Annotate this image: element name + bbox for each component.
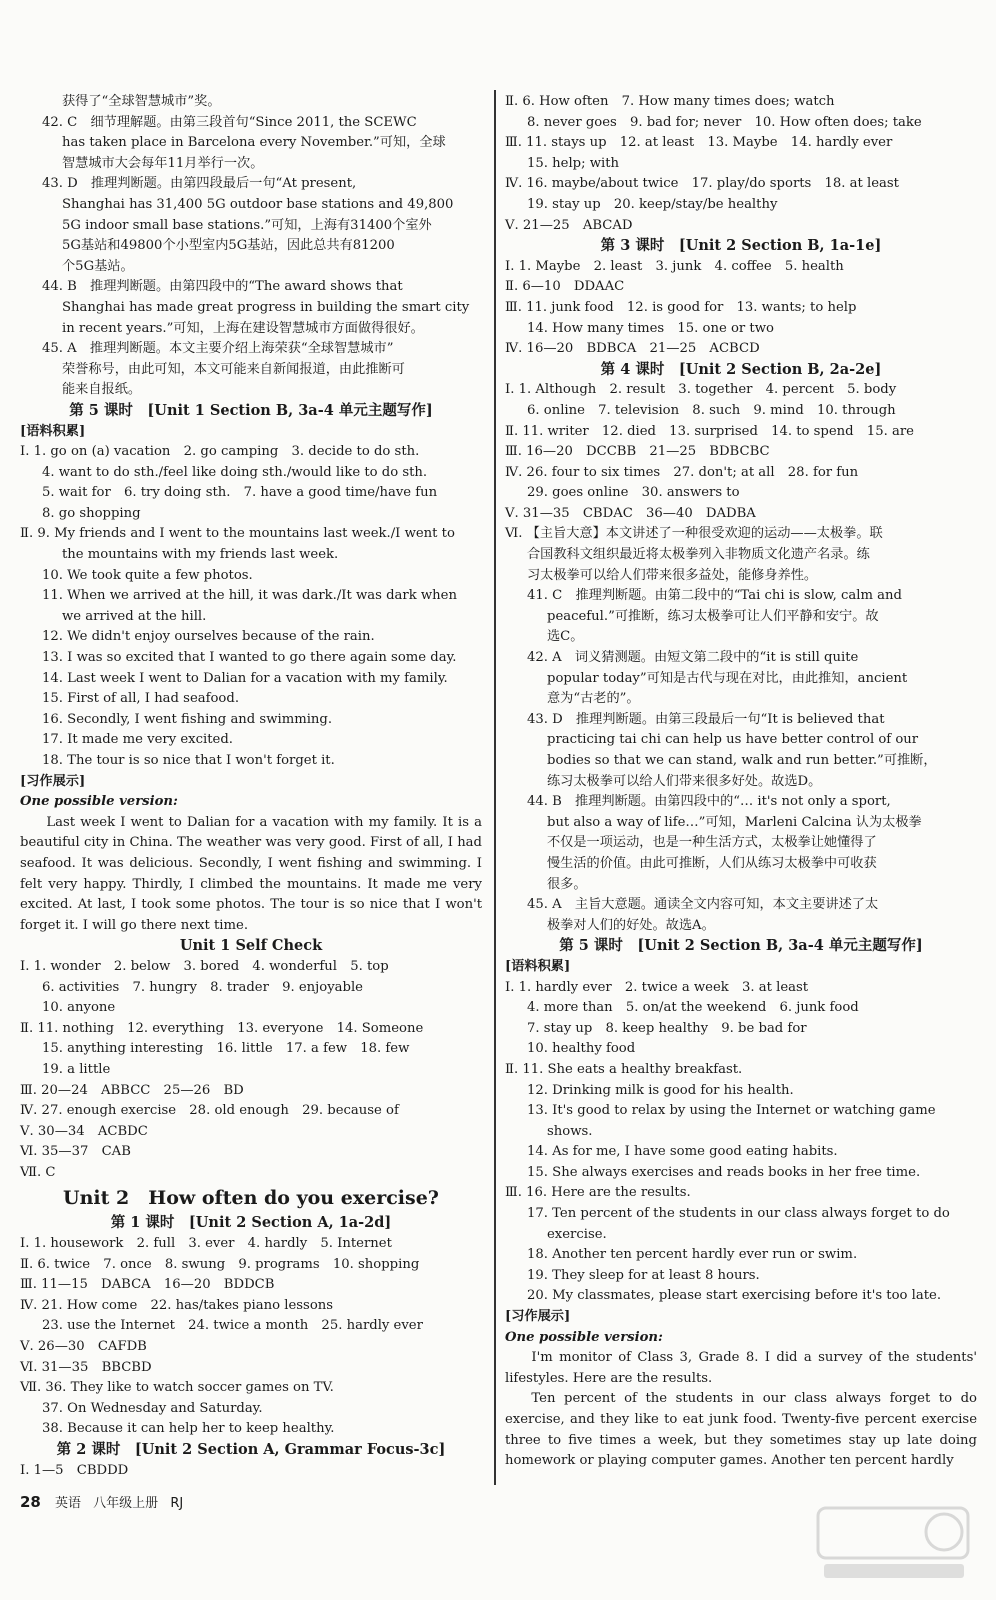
answer-line: 14. How many times 15. one or two bbox=[527, 320, 774, 336]
watermark-logo-icon bbox=[814, 1504, 974, 1584]
answer-line: 42. A 词义猜测题。由短文第二段中的“it is still quite bbox=[527, 650, 859, 666]
answer-line: 12. Drinking milk is good for his health. bbox=[527, 1082, 794, 1098]
answer-line: 合国教科文组织最近将太极拳列入非物质文化遗产名录。练 bbox=[527, 547, 870, 563]
answer-line: Ⅰ. 1. hardly ever 2. twice a week 3. at least bbox=[505, 979, 809, 995]
answer-line: 第 3 课时 [Unit 2 Section B, 1a-1e] bbox=[600, 237, 882, 255]
answer-line: 不仅是一项运动，也是一种生活方式，太极拳让她懂得了 bbox=[547, 835, 877, 851]
answer-line: Ⅲ. 11—15 DABCA 16—20 BDDCB bbox=[20, 1277, 275, 1293]
left-answer-lines bbox=[20, 92, 482, 813]
answer-line: has taken place in Barcelona every November.”可知，全球 bbox=[62, 135, 446, 151]
answer-line: Ⅳ. 16—20 BDBCA 21—25 ACBCD bbox=[505, 341, 760, 357]
answer-line: 15. help; with bbox=[527, 155, 620, 171]
answer-line: Ⅱ. 11. writer 12. died 13. surprised 14. to spend 15. are bbox=[505, 423, 914, 439]
answer-line: Ⅰ. 1. housework 2. full 3. ever 4. hardly 5. Internet bbox=[20, 1236, 392, 1252]
answer-line: 19. They sleep for at least 8 hours. bbox=[527, 1267, 760, 1283]
unit2-title: Unit 2 How often do you exercise? bbox=[63, 1187, 439, 1210]
answer-line: Ⅱ. 6. How often 7. How many times does; watch bbox=[505, 94, 835, 109]
answer-line: we arrived at the hill. bbox=[62, 608, 207, 624]
answer-line: 4. more than 5. on/at the weekend 6. junk food bbox=[527, 1000, 859, 1016]
answer-line: Shanghai has made great progress in building the smart city bbox=[62, 299, 470, 315]
answer-line: 23. use the Internet 24. twice a month 25. hardly ever bbox=[42, 1318, 423, 1334]
page-footer bbox=[20, 1492, 191, 1511]
answer-line: Ⅴ. 31—35 CBDAC 36—40 DADBA bbox=[505, 505, 756, 521]
answer-line: 41. C 推理判断题。由第二段中的“Tai chi is slow, calm and bbox=[527, 588, 902, 604]
answer-line: One possible version: bbox=[20, 794, 178, 810]
answer-line: 10. anyone bbox=[42, 1000, 116, 1016]
answer-line: 习太极拳可以给人们带来很多益处，能修身养性。 bbox=[527, 567, 818, 583]
answer-line: 42. C 细节理解题。由第三段首句“Since 2011, the SCEWC bbox=[42, 114, 417, 130]
answer-line: 4. want to do sth./feel like doing sth./would like to do sth. bbox=[42, 464, 428, 480]
answer-line: Ⅶ. 36. They like to watch soccer games on TV. bbox=[20, 1380, 334, 1396]
answer-line: 17. Ten percent of the students in our class always forget to do bbox=[527, 1206, 950, 1222]
answer-line: 第 2 课时 [Unit 2 Section A, Grammar Focus-3c] bbox=[56, 1441, 446, 1458]
answer-line: 19. stay up 20. keep/stay/be healthy bbox=[527, 196, 778, 212]
answer-line: Ⅳ. 27. enough exercise 28. old enough 29. because of bbox=[20, 1103, 399, 1119]
answer-line: [习作展示] bbox=[505, 1309, 571, 1325]
answer-line: Ⅰ. 1. Maybe 2. least 3. junk 4. coffee 5. health bbox=[505, 258, 844, 274]
answer-line: 个5G基站。 bbox=[62, 258, 134, 274]
answer-line: Shanghai has 31,400 5G outdoor base stations and 49,800 bbox=[62, 196, 454, 212]
answer-line: 43. D 推理判断题。由第三段最后一句“It is believed that bbox=[527, 711, 885, 727]
answer-line: 18. Another ten percent hardly ever run or swim. bbox=[527, 1247, 858, 1263]
answer-line: 6. activities 7. hungry 8. trader 9. enjoyable bbox=[42, 979, 363, 995]
answer-line: 14. Last week I went to Dalian for a vacation with my family. bbox=[42, 670, 448, 686]
footer-grade: 八年级上册 bbox=[93, 1496, 159, 1511]
answer-line: bodies so that we can stand, walk and run better.”可推断， bbox=[547, 753, 937, 768]
answer-line: 37. On Wednesday and Saturday. bbox=[42, 1400, 263, 1416]
answer-line: 练习太极拳可以给人们带来很多好处。故选D。 bbox=[547, 773, 822, 789]
answer-line: 43. D 推理判断题。由第四段最后一句“At present, bbox=[42, 176, 357, 192]
answer-line: the mountains with my friends last week. bbox=[62, 547, 339, 563]
answer-line: Ⅵ. 【主旨大意】本文讲述了一种很受欢迎的运动——太极拳。联 bbox=[505, 526, 883, 542]
answer-line: 45. A 主旨大意题。通读全文内容可知，本文主要讲述了太 bbox=[527, 897, 879, 913]
right-sample-essay-p1: I'm monitor of Class 3, Grade 8. I did a survey of the students' lifestyles. Here are the results. bbox=[505, 1350, 977, 1386]
answer-line: Ⅲ. 16. Here are the results. bbox=[505, 1185, 691, 1201]
answer-line: 8. never goes 9. bad for; never 10. How often does; take bbox=[527, 114, 922, 130]
left-sample-essay: Last week I went to Dalian for a vacation with my family. It is a beautiful city in China. The weather was very good. First of all, I had seafood. It was delicious. Secondly, I went fishing and swimming. I felt very happy. Thirdly, I climbed the mountains. It made me very excited. At last, I took some photos. The tour is so nice that I won't forget it. I will go there next time. bbox=[20, 814, 482, 933]
answer-line: Ⅵ. 35—37 CAB bbox=[20, 1144, 131, 1160]
answer-line: 13. It's good to relax by using the Internet or watching game bbox=[527, 1103, 936, 1119]
answer-line: Ⅳ. 21. How come 22. has/takes piano lessons bbox=[20, 1297, 334, 1313]
answer-line: Ⅱ. 6—10 DDAAC bbox=[505, 279, 625, 295]
answer-line: Ⅰ. 1—5 CBDDD bbox=[20, 1462, 129, 1478]
answer-line: 5G基站和49800个小型室内5G基站，因此总共有81200 bbox=[62, 238, 395, 254]
unit1-self-check bbox=[20, 936, 482, 1183]
answer-line: 意为“古老的”。 bbox=[547, 691, 640, 707]
answer-line: Ⅳ. 26. four to six times 27. don't; at all 28. for fun bbox=[505, 464, 859, 480]
answer-line: 44. B 推理判断题。由第四段中的“The award shows that bbox=[42, 279, 403, 295]
left-column bbox=[20, 92, 482, 1481]
answer-line: Ⅰ. 1. wonder 2. below 3. bored 4. wonderful 5. top bbox=[20, 958, 389, 974]
answer-line: 19. a little bbox=[42, 1061, 111, 1077]
answer-line: 第 4 课时 [Unit 2 Section B, 2a-2e] bbox=[600, 360, 882, 378]
answer-line: 11. When we arrived at the hill, it was dark./It was dark when bbox=[42, 588, 457, 604]
answer-line: Ⅲ. 11. stays up 12. at least 13. Maybe 14. hardly ever bbox=[505, 135, 893, 151]
answer-line: exercise. bbox=[547, 1226, 607, 1242]
answer-line: 5G indoor small base stations.”可知，上海有31400个室外 bbox=[62, 217, 432, 233]
answer-line: 45. A 推理判断题。本文主要介绍上海荣获“全球智慧城市” bbox=[42, 341, 394, 357]
page-number: 28 bbox=[20, 1493, 41, 1511]
answer-line: [习作展示] bbox=[20, 773, 86, 789]
answer-line: Ⅰ. 1. Although 2. result 3. together 4. percent 5. body bbox=[505, 382, 897, 398]
right-column bbox=[505, 92, 977, 1472]
answer-line: Ⅲ. 16—20 DCCBB 21—25 BDBCBC bbox=[505, 444, 770, 460]
answer-line: practicing tai chi can help us have better control of our bbox=[547, 732, 919, 748]
answer-line: 第 5 课时 [Unit 2 Section B, 3a-4 单元主题写作] bbox=[559, 937, 923, 955]
answer-line: 慢生活的价值。由此可推断，人们从练习太极拳中可收获 bbox=[547, 855, 877, 871]
answer-line: Ⅱ. 11. She eats a healthy breakfast. bbox=[505, 1061, 743, 1077]
answer-line: Ⅱ. 9. My friends and I went to the mountains last week./I went to bbox=[20, 526, 455, 542]
answer-line: 13. I was so excited that I wanted to go there again some day. bbox=[42, 650, 457, 666]
answer-line: 荣誉称号，由此可知，本文可能来自新闻报道，由此推断可 bbox=[62, 361, 405, 377]
answer-line: 选C。 bbox=[547, 629, 584, 645]
footer-subject: 英语 bbox=[55, 1496, 82, 1511]
answer-line: shows. bbox=[547, 1123, 593, 1139]
answer-line: 第 5 课时 [Unit 1 Section B, 3a-4 单元主题写作] bbox=[69, 401, 433, 419]
answer-line: but also a way of life…”可知，Marleni Calcina 认为太极拳 bbox=[547, 814, 922, 830]
answer-line: in recent years.”可知，上海在建设智慧城市方面做得很好。 bbox=[62, 320, 424, 336]
answer-line: Ⅵ. 31—35 BBCBD bbox=[20, 1359, 152, 1375]
answer-line: 38. Because it can help her to keep healthy. bbox=[42, 1421, 335, 1437]
answer-line: 很多。 bbox=[547, 876, 587, 892]
answer-line: [语料积累] bbox=[20, 423, 86, 439]
answer-line: 18. The tour is so nice that I won't forget it. bbox=[42, 753, 335, 768]
answer-line: 极拳对人们的好处。故选A。 bbox=[547, 917, 715, 933]
answer-line: Ⅲ. 11. junk food 12. is good for 13. wants; to help bbox=[505, 299, 857, 315]
answer-line: 智慧城市大会每年11月举行一次。 bbox=[62, 155, 264, 171]
answer-line: Ⅱ. 11. nothing 12. everything 13. everyone 14. Someone bbox=[20, 1020, 424, 1036]
answer-line: 获得了“全球智慧城市”奖。 bbox=[62, 94, 221, 109]
answer-line: popular today”可知是古代与现在对比，由此推知，ancient bbox=[547, 670, 908, 686]
answer-line: 44. B 推理判断题。由第四段中的“… it's not only a sport, bbox=[527, 794, 891, 810]
answer-line: 10. We took quite a few photos. bbox=[42, 567, 253, 583]
answer-line: 29. goes online 30. answers to bbox=[527, 485, 740, 501]
right-answer-lines bbox=[505, 92, 977, 1348]
answer-line: [语料积累] bbox=[505, 958, 571, 974]
answer-line: Ⅳ. 16. maybe/about twice 17. play/do sports 18. at least bbox=[505, 176, 899, 192]
answer-line: 12. We didn't enjoy ourselves because of the rain. bbox=[42, 629, 375, 645]
answer-line: 能来自报纸。 bbox=[62, 382, 142, 398]
answer-line: 10. healthy food bbox=[527, 1041, 636, 1057]
answer-line: 第 1 课时 [Unit 2 Section A, 1a-2d] bbox=[110, 1214, 392, 1232]
answer-line: Ⅴ. 30—34 ACBDC bbox=[20, 1123, 148, 1139]
answer-line: Ⅱ. 6. twice 7. once 8. swung 9. programs 10. shopping bbox=[20, 1256, 420, 1272]
footer-edition: RJ bbox=[170, 1496, 184, 1511]
answer-line: Unit 1 Self Check bbox=[179, 937, 323, 955]
answer-line: 17. It made me very excited. bbox=[42, 732, 233, 748]
answer-line: 7. stay up 8. keep healthy 9. be bad for bbox=[527, 1020, 807, 1036]
answer-line: Ⅰ. 1. go on (a) vacation 2. go camping 3. decide to do sth. bbox=[20, 444, 420, 460]
answer-line: 6. online 7. television 8. such 9. mind 10. through bbox=[527, 402, 896, 418]
answer-line: Ⅶ. C bbox=[20, 1164, 56, 1180]
answer-line: 8. go shopping bbox=[42, 505, 141, 521]
answer-line: 20. My classmates, please start exercising before it's too late. bbox=[527, 1288, 942, 1304]
answer-line: 14. As for me, I have some good eating habits. bbox=[527, 1144, 838, 1160]
answer-line: 15. First of all, I had seafood. bbox=[42, 691, 240, 707]
right-sample-essay-p2: Ten percent of the students in our class always forget to do exercise, and they like to eat junk food. Twenty-five percent exercise three to five times a week, but they sometimes stay up late doing homework or playing computer games. Another ten percent hardly bbox=[505, 1391, 977, 1469]
answer-line: 16. Secondly, I went fishing and swimming. bbox=[42, 711, 333, 727]
answer-line: Ⅴ. 26—30 CAFDB bbox=[20, 1339, 147, 1355]
answer-line: 5. wait for 6. try doing sth. 7. have a good time/have fun bbox=[42, 485, 438, 501]
answer-line: One possible version: bbox=[505, 1329, 663, 1345]
answer-line: 15. anything interesting 16. little 17. a few 18. few bbox=[42, 1041, 410, 1057]
answer-line: peaceful.”可推断，练习太极拳可让人们平静和安宁。故 bbox=[547, 608, 879, 624]
column-divider bbox=[494, 90, 496, 1485]
answer-line: 15. She always exercises and reads books in her free time. bbox=[527, 1164, 921, 1180]
answer-line: Ⅲ. 20—24 ABBCC 25—26 BD bbox=[20, 1082, 244, 1098]
answer-line: Ⅴ. 21—25 ABCAD bbox=[505, 217, 633, 233]
unit2-lesson1-lines bbox=[20, 1213, 482, 1481]
